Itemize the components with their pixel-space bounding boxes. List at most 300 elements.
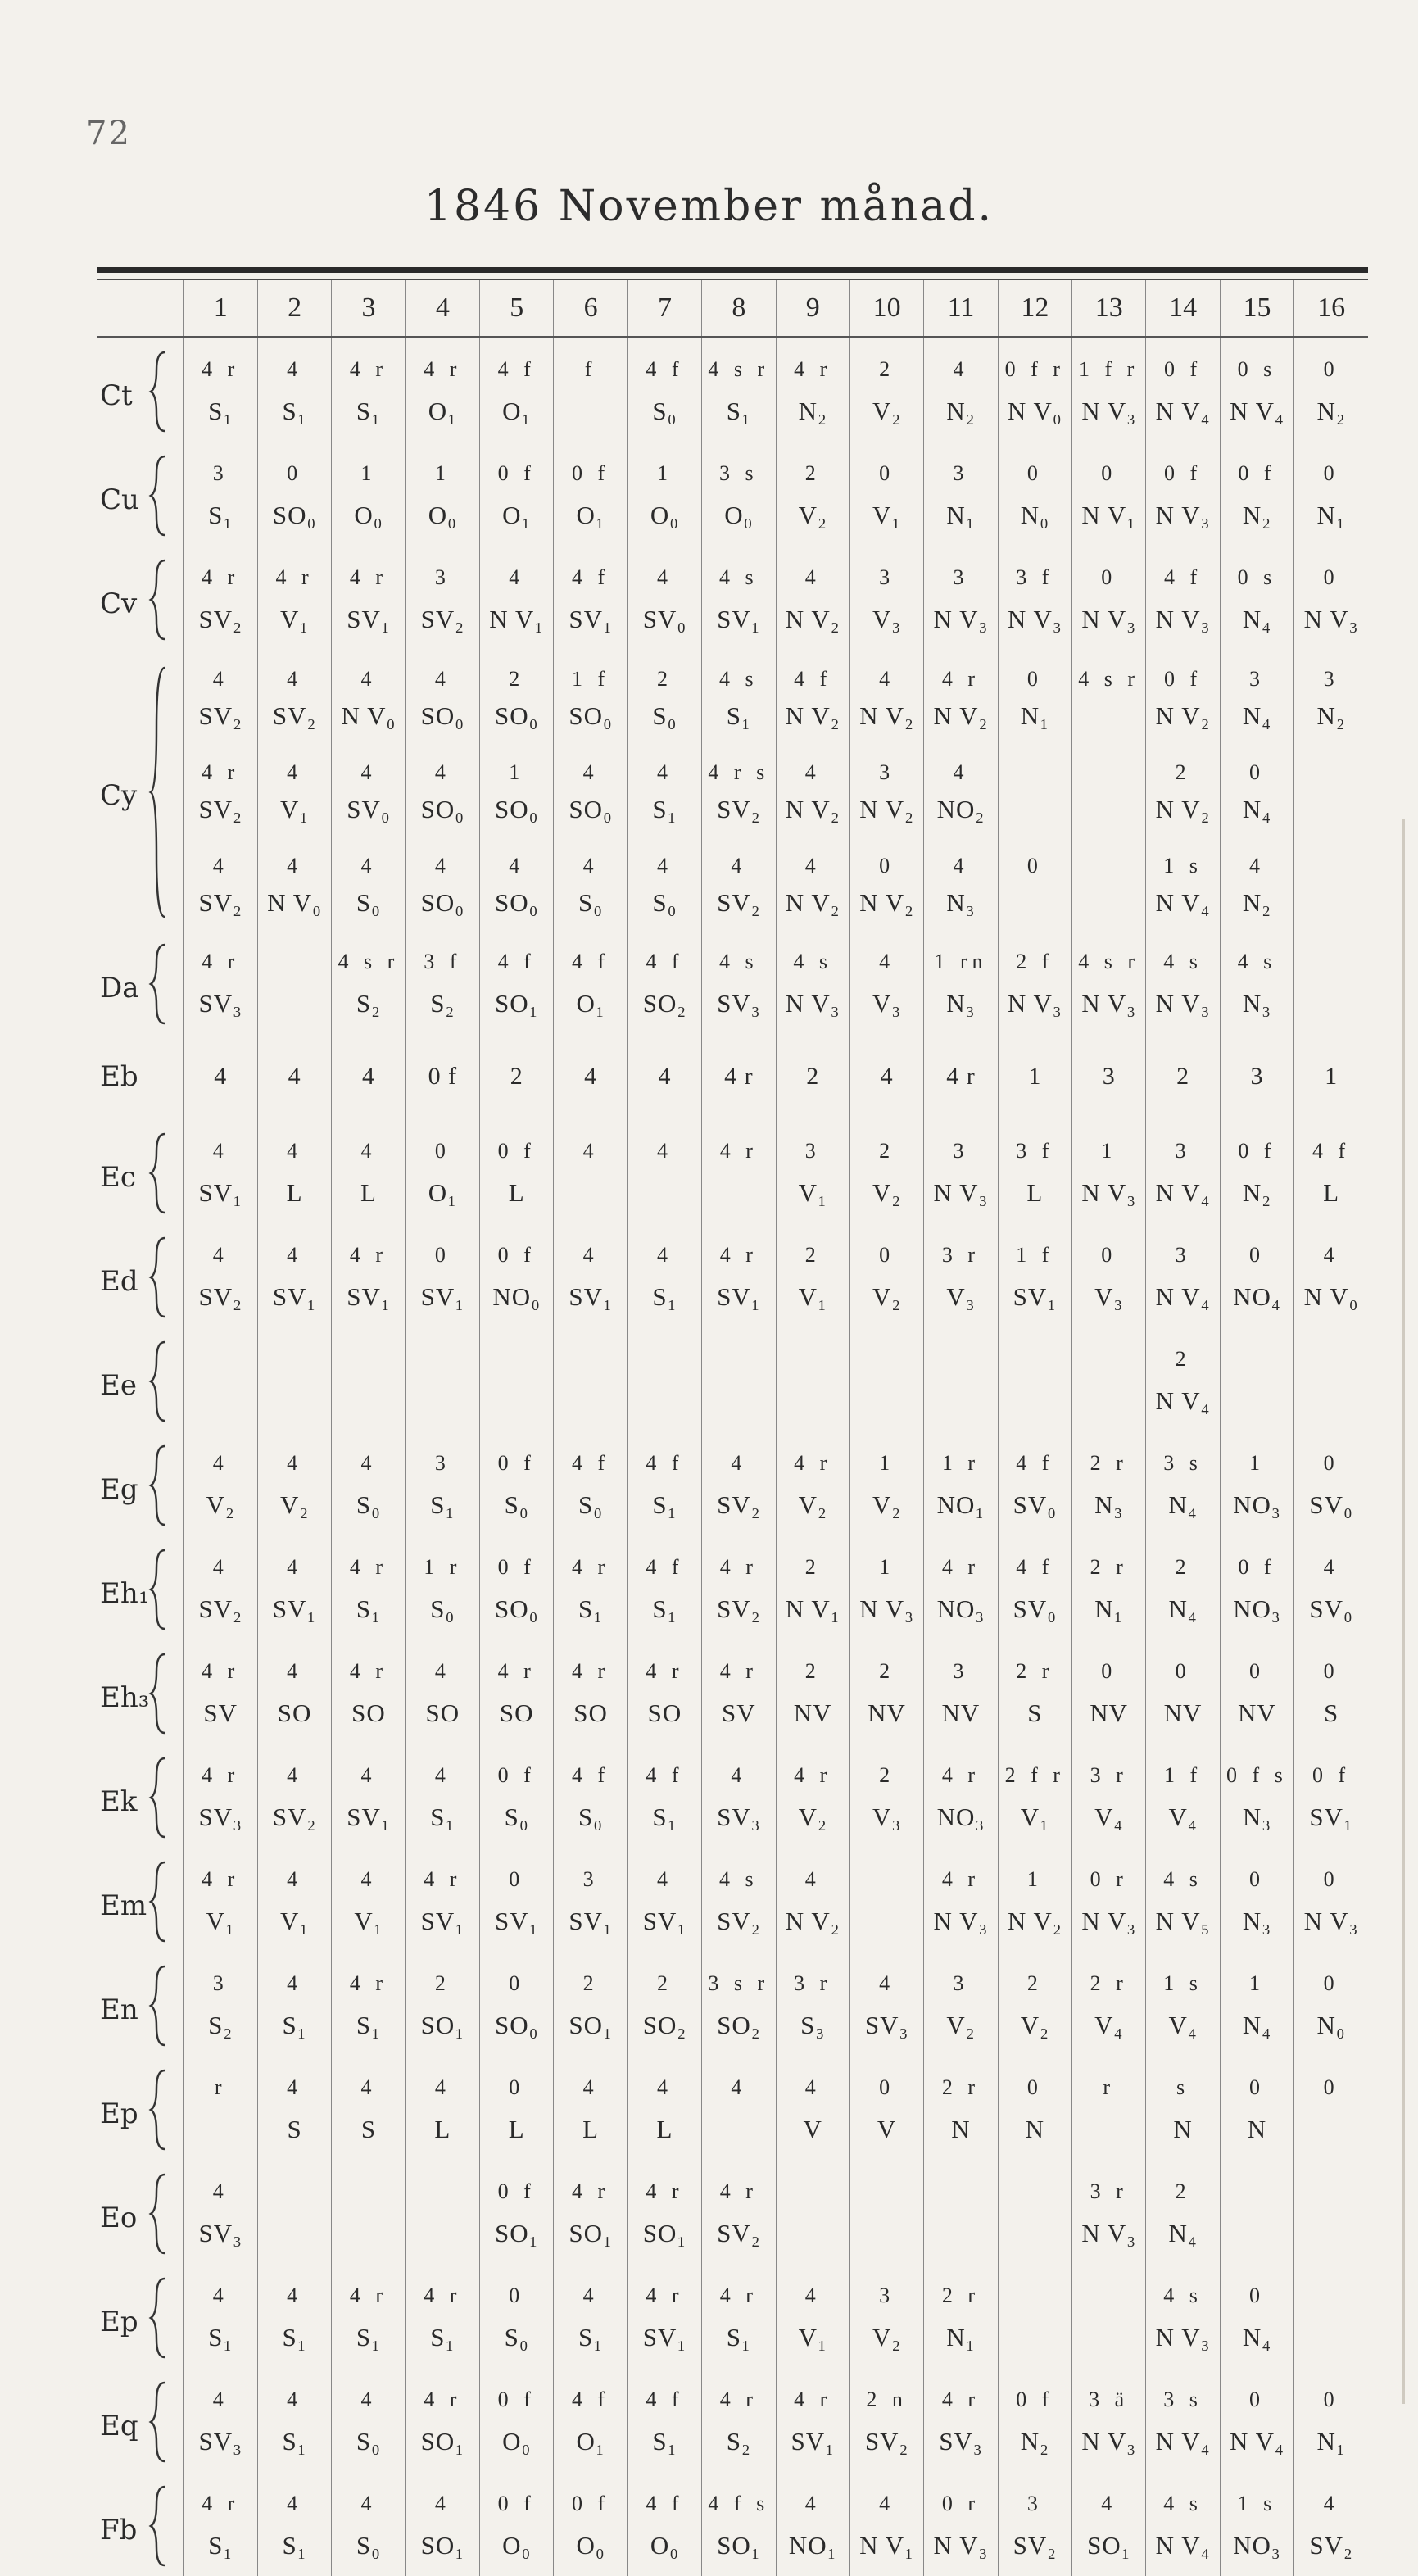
data-cell [924,650,998,697]
data-cell [1072,650,1146,697]
data-cell [849,837,923,884]
cell-top-value: 2 [879,1659,895,1684]
data-cell [1146,650,1220,697]
cell-bottom-value: SV₁ [347,1803,391,1832]
table-row [97,2525,1368,2576]
data-cell [183,1952,257,2005]
brace-icon [148,1755,170,1840]
cell-bottom-value: SV₂ [717,794,761,823]
cell-bottom-value: S₁ [652,1594,677,1624]
data-cell [924,1431,998,1485]
cell-bottom-value: N V₃ [1155,605,1211,634]
data-cell [1146,1485,1220,1535]
cell-bottom-value: SV₁ [272,1282,317,1312]
cell-top-value: 4 f [646,357,684,382]
cell-bottom-value: NV [1163,1698,1203,1728]
data-cell [480,884,554,930]
cell-bottom-value: S₁ [356,2011,381,2040]
cell-bottom-value: NV [868,1698,906,1728]
cell-bottom-value: N₀ [1316,2011,1346,2040]
data-cell [1220,1589,1293,1639]
cell-top-value: 4 [212,1451,229,1476]
data-cell [183,1223,257,1277]
cell-bottom-value: NO₄ [1233,1282,1281,1312]
data-cell [627,1535,701,1589]
brace-icon [148,2275,170,2361]
table-row [97,1223,1368,1277]
cell-bottom-value: N V₂ [785,1907,840,1936]
data-cell [1294,1119,1368,1172]
cell-bottom-value: N V₂ [933,701,989,730]
table-row [97,1797,1368,1848]
data-cell [849,1223,923,1277]
data-cell [998,983,1071,1034]
data-cell [405,791,479,837]
cell-bottom-value: SV₃ [198,2219,242,2248]
day-header: 2 [257,280,331,337]
data-cell [183,2472,257,2525]
cell-bottom-value: N₃ [1094,1490,1124,1520]
data-cell [1072,2056,1146,2109]
data-cell [1146,1901,1220,1952]
data-cell [627,2421,701,2472]
data-cell [554,2213,627,2264]
cell-top-value: 4 r [719,1243,758,1268]
cell-value: 4 r [724,1063,754,1090]
data-cell [405,884,479,930]
data-cell [332,1693,405,1744]
cell-top-value: 4 [1248,854,1265,878]
data-cell [1294,743,1368,791]
data-cell [257,1327,331,1381]
data-cell [776,1797,849,1848]
data-cell [702,2160,776,2213]
data-cell [924,1277,998,1327]
data-cell [849,1431,923,1485]
cell-bottom-value: SV₃ [198,989,242,1018]
data-cell [480,599,554,650]
observation-table-wrap [97,280,1368,2576]
data-cell [776,1223,849,1277]
cell-bottom-value: SO₂ [717,2011,761,2040]
cell-top-value: 0 [1101,1659,1117,1684]
table-row [97,2160,1368,2213]
data-cell [405,1535,479,1589]
data-cell [702,2317,776,2368]
cell-top-value: 3 [953,1659,969,1684]
data-cell [998,391,1071,442]
row-brace [148,1848,183,1952]
cell-top-value: 4 f s [708,2492,770,2516]
table-row [97,442,1368,495]
data-cell [1220,2264,1293,2317]
cell-top-value: 0 f [571,461,610,486]
data-cell [332,1952,405,2005]
data-cell [849,1485,923,1535]
cell-top-value: 3 [1323,667,1339,691]
cell-bottom-value: SV₁ [642,2323,687,2352]
cell-bottom-value: V₁ [279,605,310,634]
cell-top-value: 4 r [719,2388,758,2412]
data-cell [554,2525,627,2576]
cell-bottom-value: L [1026,1178,1044,1208]
cell-top-value: 4 [656,2075,673,2100]
data-cell [257,650,331,697]
cell-top-value: 0 [1026,461,1043,486]
cell-top-value: 4 r [424,1867,462,1892]
cell-bottom-value: SV₂ [864,2427,909,2456]
cell-bottom-value: V₂ [872,1282,902,1312]
data-cell [1072,2160,1146,2213]
cell-bottom-value: L [286,1178,303,1208]
cell-top-value: 4 s r [708,357,770,382]
data-cell [1072,1589,1146,1639]
data-cell [776,1119,849,1172]
table-row [97,1485,1368,1535]
cell-bottom-value: N V₀ [341,701,396,730]
data-cell [627,2525,701,2576]
cell-bottom-value: S₁ [282,2531,307,2560]
cell-bottom-value: N₁ [946,501,976,530]
data-cell [1294,2264,1368,2317]
data-cell [1294,495,1368,546]
cell-top-value: 1 f r [1079,357,1139,382]
day-header: 4 [405,280,479,337]
table-row [97,1381,1368,1431]
cell-top-value: 0 [1323,2388,1339,2412]
cell-bottom-value: N V₃ [1155,501,1211,530]
cell-bottom-value: S₁ [430,2323,455,2352]
data-cell [776,1172,849,1223]
cell-top-value: 4 [509,854,525,878]
data-cell [480,1223,554,1277]
data-cell [702,1589,776,1639]
cell-top-value: 4 r s [708,760,770,784]
cell-top-value: 4 s [1163,1867,1203,1892]
row-brace [148,442,183,546]
cell-bottom-value: V₂ [872,1178,902,1208]
data-cell [1294,391,1368,442]
data-cell [554,495,627,546]
cell-bottom-value: S₁ [356,2323,381,2352]
data-cell [776,1693,849,1744]
cell-bottom-value: N₄ [1168,1490,1198,1520]
cell-top-value: 4 [360,2492,377,2516]
cell-bottom-value: SO₀ [494,794,539,823]
cell-bottom-value: SO [573,1698,608,1728]
cell-top-value: 2 [509,667,525,691]
row-label: Eo [100,2201,138,2234]
data-cell [702,1381,776,1431]
row-label: Fb [100,2513,138,2547]
data-cell [554,1797,627,1848]
data-cell [1294,1431,1368,1485]
data-cell [924,884,998,930]
data-cell [405,442,479,495]
cell-bottom-value: N [1247,2115,1267,2144]
cell-top-value: 4 [360,1451,377,1476]
data-cell [405,1744,479,1797]
data-cell [849,2109,923,2160]
cell-bottom-value: S₁ [726,701,751,730]
cell-top-value: 4 f [646,1763,684,1788]
cell-top-value: 4 r [349,1555,388,1580]
data-cell [1294,1327,1368,1381]
cell-top-value: 2 n [866,2388,908,2412]
data-cell [998,1034,1071,1119]
data-cell [776,2525,849,2576]
data-cell [1146,1431,1220,1485]
cell-top-value: 0 [1026,854,1043,878]
data-cell [924,2472,998,2525]
brace-icon [148,1963,170,2048]
cell-top-value: 0 [509,1971,525,1996]
data-cell [1146,1952,1220,2005]
data-cell [1220,1034,1293,1119]
data-cell [627,1848,701,1901]
data-cell [627,2109,701,2160]
data-cell [257,1952,331,2005]
data-cell [627,1744,701,1797]
cell-top-value: 4 f [646,1451,684,1476]
data-cell [849,1381,923,1431]
data-cell [257,930,331,983]
cell-bottom-value: O₀ [354,501,383,530]
data-cell [998,1485,1071,1535]
row-label: Ek [100,1785,138,1818]
data-cell [849,1119,923,1172]
table-row [97,983,1368,1034]
data-cell [1146,1848,1220,1901]
data-cell [924,495,998,546]
cell-bottom-value: O₁ [576,989,605,1018]
data-cell [183,1277,257,1327]
data-cell [1072,1535,1146,1589]
data-cell [924,1744,998,1797]
cell-top-value: 4 r [646,2283,684,2308]
cell-bottom-value: N V₄ [1230,397,1284,426]
cell-bottom-value: SV₁ [198,1178,242,1208]
data-cell [1072,442,1146,495]
data-cell [332,1485,405,1535]
data-cell [480,391,554,442]
data-cell [776,930,849,983]
data-cell [183,2368,257,2421]
cell-top-value: 0 s [1237,357,1277,382]
data-cell [849,1034,923,1119]
data-cell [554,2421,627,2472]
data-cell [1072,1693,1146,1744]
data-cell [776,2317,849,2368]
cell-top-value: 0 f [497,461,536,486]
data-cell [702,1693,776,1744]
data-cell [1294,1848,1368,1901]
cell-bottom-value: NO₃ [936,1594,985,1624]
brace-icon [148,1131,170,1216]
cell-top-value: 2 r [1090,1451,1128,1476]
data-cell [627,1797,701,1848]
cell-top-value: 3 [212,461,229,486]
cell-bottom-value: S₀ [356,887,381,917]
table-row [97,1119,1368,1172]
cell-bottom-value: SO₂ [642,989,687,1018]
cell-bottom-value: SV₂ [272,701,317,730]
cell-top-value: 4 r [202,2492,240,2516]
cell-top-value: 4 [287,1555,303,1580]
cell-top-value: 4 r [349,565,388,590]
data-cell [554,743,627,791]
data-cell [257,697,331,743]
cell-bottom-value: S₁ [652,1282,677,1312]
data-cell [480,1327,554,1381]
cell-bottom-value: S [360,2115,377,2144]
data-cell [1146,1535,1220,1589]
cell-bottom-value: N [1173,2115,1193,2144]
table-row [97,1744,1368,1797]
cell-bottom-value: SV [721,1698,756,1728]
cell-top-value: 0 [1101,1243,1117,1268]
row-label: Da [100,971,139,1005]
cell-top-value: 3 [953,565,969,590]
cell-top-value: 3 r [1090,1763,1128,1788]
data-cell [332,546,405,599]
data-cell [183,2109,257,2160]
data-cell [1220,983,1293,1034]
data-cell [257,884,331,930]
data-cell [332,1744,405,1797]
data-cell [849,1797,923,1848]
cell-top-value: 4 [656,1243,673,1268]
data-cell [183,337,257,391]
data-cell [702,2421,776,2472]
cell-bottom-value: SO₁ [494,989,539,1018]
cell-top-value: 4 r [202,760,240,784]
data-cell [1294,1277,1368,1327]
data-cell [480,1119,554,1172]
cell-top-value: 4 f [646,2388,684,2412]
cell-bottom-value: SO₀ [494,701,539,730]
data-cell [702,2368,776,2421]
data-cell [702,1639,776,1693]
data-cell [1220,2525,1293,2576]
data-cell [849,1848,923,1901]
cell-bottom-value: N₃ [1242,1803,1272,1832]
data-cell [1146,884,1220,930]
data-cell [332,391,405,442]
data-cell [554,791,627,837]
data-cell [332,1119,405,1172]
cell-bottom-value: N V₃ [1081,2219,1137,2248]
data-cell [1072,1223,1146,1277]
data-cell [1220,2368,1293,2421]
cell-bottom-value: S₁ [578,1594,604,1624]
data-cell [1072,337,1146,391]
cell-top-value: 4 [804,854,821,878]
cell-top-value: 4 r [646,2179,684,2204]
brace-icon [148,1547,170,1632]
cell-bottom-value: L [508,1178,525,1208]
cell-top-value: 1 [1026,1867,1043,1892]
table-row [97,2421,1368,2472]
day-header: 5 [480,280,554,337]
cell-top-value: 2 [1175,1347,1191,1372]
row-brace [148,2472,183,2576]
cell-bottom-value: SV₁ [717,605,761,634]
data-cell [776,1952,849,2005]
data-cell [998,2160,1071,2213]
data-cell [405,1848,479,1901]
cell-bottom-value: SO₁ [569,2011,613,2040]
cell-bottom-value: NO₃ [1233,1490,1281,1520]
cell-top-value: 1 s [1163,854,1203,878]
data-cell [1220,743,1293,791]
data-cell [554,2264,627,2317]
data-cell [183,2264,257,2317]
data-cell [627,546,701,599]
data-cell [183,650,257,697]
cell-top-value: 4 [582,854,599,878]
cell-top-value: 2 [656,667,673,691]
cell-top-value: 4 r [349,2283,388,2308]
cell-bottom-value: SV₂ [272,1803,317,1832]
cell-top-value: 0 [1323,357,1339,382]
data-cell [1146,2160,1220,2213]
data-cell [183,495,257,546]
data-cell [480,983,554,1034]
cell-bottom-value: N₄ [1242,605,1272,634]
data-cell [924,2160,998,2213]
data-cell [776,1277,849,1327]
cell-top-value: 4 s [1163,950,1203,974]
cell-bottom-value: O₀ [502,2531,532,2560]
cell-top-value: 4 [212,667,229,691]
data-cell [1072,2005,1146,2056]
cell-top-value: 4 f [794,667,832,691]
data-cell [183,884,257,930]
cell-bottom-value: N₄ [1242,2323,1272,2352]
cell-bottom-value: N V₂ [785,794,840,823]
cell-top-value: 4 r [202,565,240,590]
data-cell [1072,884,1146,930]
cell-top-value: 4 r [424,2283,462,2308]
data-cell [1146,1223,1220,1277]
cell-bottom-value: N₂ [1242,501,1272,530]
data-cell [998,1172,1071,1223]
data-cell [405,1034,479,1119]
cell-top-value: 4 s r [1078,950,1140,974]
brace-icon [148,2067,170,2152]
cell-bottom-value: L [656,2115,673,2144]
row-label: Eg [100,1472,138,1506]
data-cell [1146,2525,1220,2576]
cell-top-value: 4 [360,2075,377,2100]
cell-top-value: 0 [1175,1659,1191,1684]
cell-top-value: 0 f [497,1763,536,1788]
cell-top-value: 4 s [719,1867,759,1892]
data-cell [480,1693,554,1744]
data-cell [1072,546,1146,599]
data-cell [1294,1485,1368,1535]
data-cell [702,2264,776,2317]
data-cell [998,2421,1071,2472]
data-cell [1146,1277,1220,1327]
cell-bottom-value: V₄ [1168,2011,1198,2040]
data-cell [627,1485,701,1535]
cell-bottom-value: SO [499,1698,534,1728]
data-cell [1294,2109,1368,2160]
data-cell [1146,391,1220,442]
cell-top-value: 4 r [202,357,240,382]
